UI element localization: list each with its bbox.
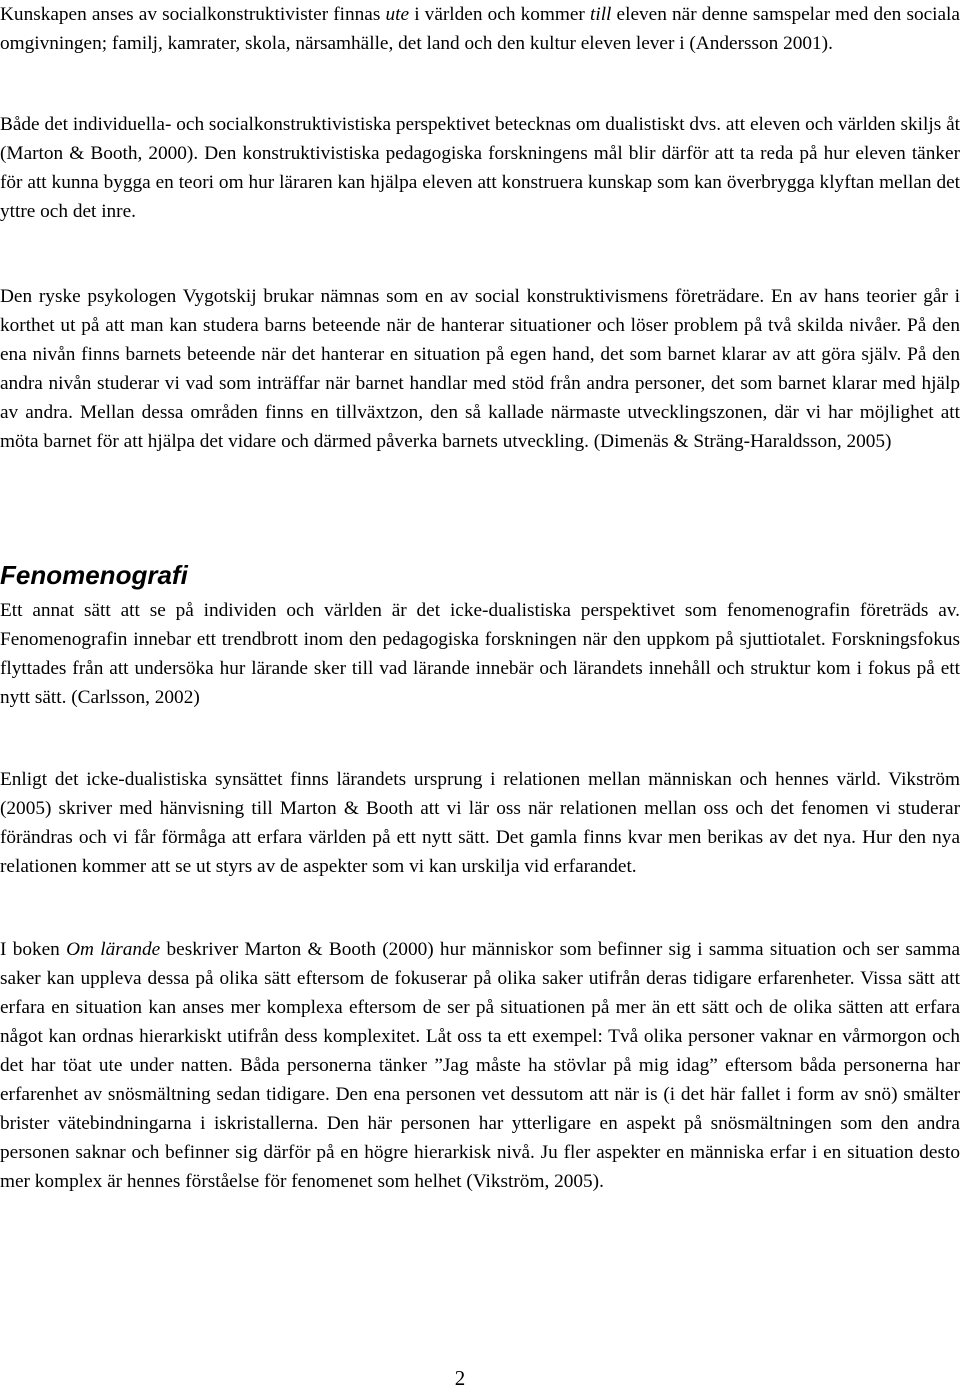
paragraph-1-text-c: eleven när denne samspelar med den sociala omgivningen; familj, kamrater, skola, närsamhälle, det land och den kultur eleven lever i (Andersson 2001). [0, 4, 960, 54]
paragraph-6 [0, 935, 960, 1196]
paragraph-4: Ett annat sätt att se på individen och världen är det icke-dualistiska perspektivet som fenomenografin företräds av. Fenomenografin innebar ett trendbrott inom den pedagogiska forskningen när den uppkom på sjuttiotalet. Forskningsfokus flyttades från att undersöka hur lärande sker till vad lärande innebär och lärandets innehåll och struktur kom i fokus på ett nytt sätt. (Carlsson, 2002) [0, 600, 960, 708]
paragraph-1-text-b: i världen och kommer [409, 4, 590, 25]
paragraph-2 [0, 110, 960, 226]
paragraph-6-text-a: I boken [0, 939, 67, 960]
paragraph-6-text-b: beskriver Marton & Booth (2000) hur människor som befinner sig i samma situation och ser samma saker kan uppleva dessa på olika sätt eftersom de fokuserar på olika saker utifrån deras tidigare erfarenheter. Vissa sätt att erfara en situation kan anses mer komplexa eftersom de ser på situationen på mer än ett sätt och de olika sätten att erfara något kan ordnas hierarkiskt utifrån dess komplexitet. Låt oss ta ett exempel: Två olika personer vaknar en vårmorgon och det har töat ute under natten. Båda personerna tänker ”Jag måste ha stövlar på mig idag” eftersom båda personerna har erfarenhet av snösmältning sedan tidigare. Den ena personen vet dessutom att när is (i det här fallet i form av snö) smälter brister vätebindningarna i iskristallerna. Den här personen har ytterligare en aspekt på snösmältningen som den andra personen saknar och befinner sig därför på en högre hierarkisk nivå. Ju fler aspekter en människa erfar i en situation desto mer komplex är hennes förståelse för fenomenet som helhet (Vikström, 2005). [0, 939, 960, 1192]
section-heading-fenomenografi: Fenomenografi [0, 560, 188, 590]
paragraph-1-emphasis-ute: ute [385, 4, 410, 25]
paragraph-5: Enligt det icke-dualistiska synsättet finns lärandets ursprung i relationen mellan människan och hennes värld. Vikström (2005) skriver med hänvisning till Marton & Booth att vi lär oss när relationen mellan oss och det fenomen vi studerar förändras och vi får förmåga att erfara världen på ett nytt sätt. Det gamla finns kvar men berikas av det nya. Hur den nya relationen kommer att se ut styrs av de aspekter som vi kan urskilja vid erfarandet. [0, 769, 960, 877]
paragraph-3: Den ryske psykologen Vygotskij brukar nämnas som en av social konstruktivismens företrädare. En av hans teorier går i korthet ut på att man kan studera barns beteende när de hanterar situationer och löser problem på två skilda nivåer. På den ena nivån finns barnets beteende när det hanterar en situation på egen hand, det som barnet klarar av att göra själv. På den andra nivån studerar vi vad som inträffar när barnet handlar med stöd från andra personer, det som barnet klarar med hjälp av andra. Mellan dessa områden finns en tillväxtzon, den så kallade närmaste utvecklingszonen, där vi har möjlighet att möta barnet för att hjälpa det vidare och därmed påverka barnets utveckling. (Dimenäs & Sträng-Haraldsson, 2005) [0, 286, 960, 452]
paragraph-1-text-a: Kunskapen anses av socialkonstruktivister finnas [0, 4, 386, 25]
page-number: 2 [454, 1366, 466, 1390]
paragraph-2-text-a: Både det individuella- och socialkonstruktivistiska perspektivet betecknas om dualistiskt dvs. att eleven och världen skiljs åt (Marton & Booth, 2000). [0, 114, 960, 164]
paragraph-6-emphasis-book-title: Om lärande [66, 939, 161, 960]
paragraph-1 [0, 0, 960, 58]
paragraph-2-text-b: Den konstruktivistiska pedagogiska forskningens mål blir därför att ta reda på hur eleven tänker för att kunna bygga en teori om hur läraren kan hjälpa eleven att konstruera kunskap som kan överbrygga klyftan mellan det yttre och det inre. [0, 143, 960, 222]
paragraph-1-emphasis-till: till [589, 4, 612, 25]
